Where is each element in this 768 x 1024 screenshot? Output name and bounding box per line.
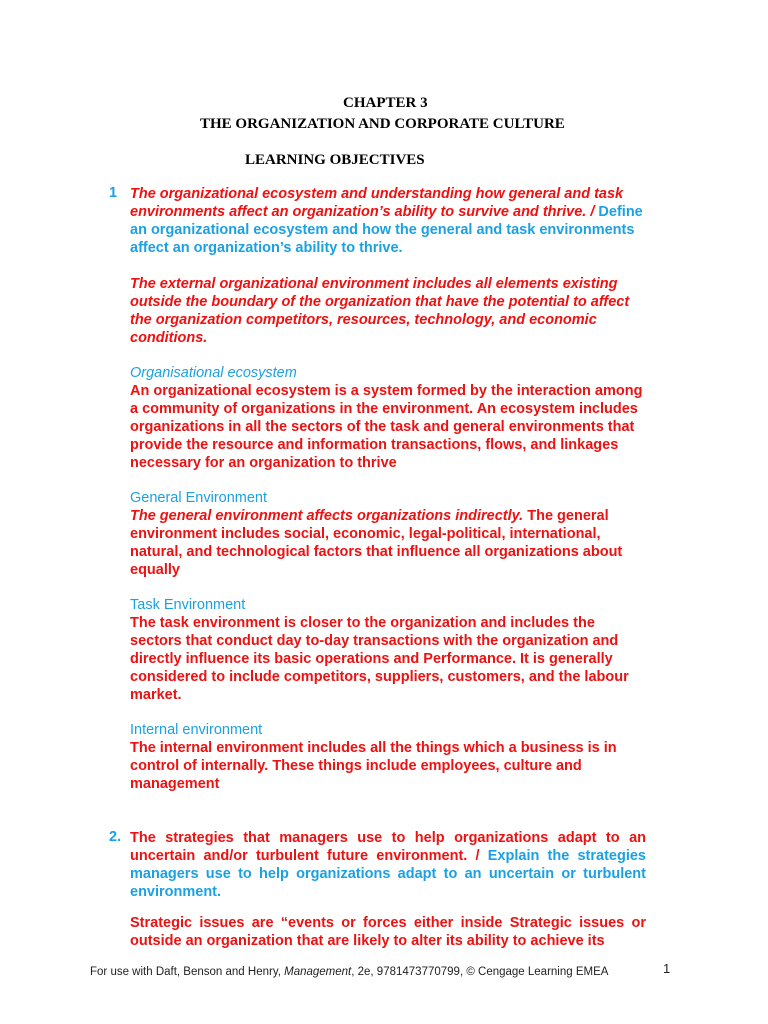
- task-environment-paragraph: The task environment is closer to the organization and includes the sectors that conduct day to-day transactions with the organization and directly influence its basic operations and Performance. It is generally considered to include competitors, suppliers, customers, and the labour market.: [130, 615, 629, 703]
- objective-2-blue-text: Explain the strategies managers use to help organizations adapt to an uncertain or turbulent environment.: [130, 848, 646, 900]
- ecosystem-paragraph: An organizational ecosystem is a system formed by the interaction among a community of organizations in the environment. An ecosystem includes organizations in all the sectors of the task and general environments that provide the resource and information transactions, flows, and linkages necessary for an organization to thrive: [130, 383, 643, 471]
- objective-1-statement: [130, 185, 646, 257]
- objective-2-statement: [130, 829, 646, 901]
- general-environment-heading: General Environment: [130, 490, 268, 506]
- chapter-title: THE ORGANIZATION AND CORPORATE CULTURE: [200, 116, 565, 132]
- page-number: 1: [663, 961, 671, 976]
- footer-book-title: Management: [284, 966, 352, 978]
- footer-suffix: , 2e, 9781473770799, © Cengage Learning EMEA: [351, 966, 609, 978]
- internal-environment-paragraph: The internal environment includes all the things which a business is in control of internally. These things include employees, culture and management: [130, 740, 617, 792]
- objective-1-red-text: The organizational ecosystem and understanding how general and task environments affect an organization’s ability to survive and thrive. /: [130, 186, 624, 220]
- strategic-issues-paragraph: Strategic issues are “events or forces either inside Strategic issues or outside an organization that are likely to alter its ability to achieve its: [130, 915, 646, 949]
- page-footer: [90, 966, 608, 978]
- chapter-label: CHAPTER 3: [343, 95, 428, 111]
- ecosystem-heading: Organisational ecosystem: [130, 365, 297, 381]
- general-environment-text: The general environment includes social, economic, legal-political, international, natural, and technological factors that influence all organizations about equally: [130, 508, 623, 578]
- objective-1-blue-text: Define an organizational ecosystem and how the general and task environments affect an organization’s ability to thrive.: [130, 204, 643, 256]
- objective-2-number: 2.: [109, 829, 122, 845]
- task-environment-heading: Task Environment: [130, 597, 246, 613]
- objective-2-red-text: The strategies that managers use to help organizations adapt to an uncertain and/or turbulent future environment. /: [130, 830, 646, 864]
- general-environment-italic: The general environment affects organizations indirectly.: [130, 508, 524, 524]
- footer-prefix: For use with Daft, Benson and Henry,: [90, 966, 285, 978]
- objective-1-number: 1: [109, 185, 118, 201]
- internal-environment-heading: Internal environment: [130, 722, 263, 738]
- external-environment-paragraph: The external organizational environment includes all elements existing outside the boundary of the organization that have the potential to affect the organization competitors, resources, technology, and economic conditions.: [130, 276, 630, 346]
- learning-objectives-heading: LEARNING OBJECTIVES: [245, 152, 425, 168]
- general-environment-paragraph: [130, 507, 646, 579]
